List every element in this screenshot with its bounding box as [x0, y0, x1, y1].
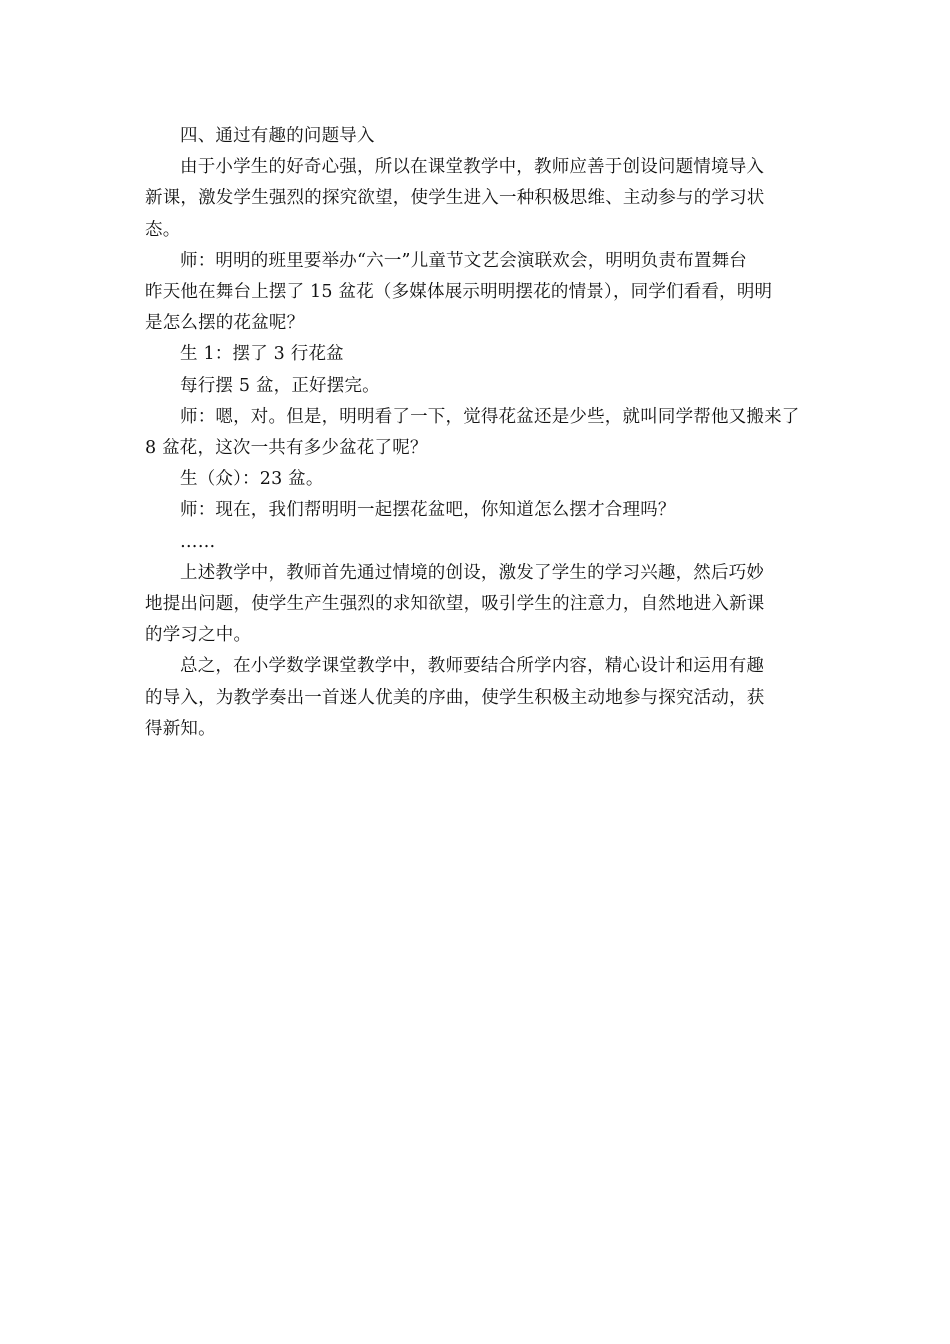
paragraph-list: [145, 152, 811, 745]
paragraph: [145, 246, 811, 340]
paragraph-line: 的导入，为教学奏出一首迷人优美的序曲，使学生积极主动地参与探究活动，获: [145, 687, 765, 708]
paragraph-line: 每行摆 5 盆，正好摆完。: [180, 375, 380, 396]
paragraph-line: 态。: [145, 219, 181, 240]
paragraph-line: 地提出问题，使学生产生强烈的求知欲望，吸引学生的注意力，自然地进入新课: [145, 594, 765, 615]
section-heading: 四、通过有趣的问题导入: [180, 126, 375, 146]
paragraph: [145, 495, 811, 526]
paragraph: [145, 464, 811, 495]
paragraph-line: 师：嗯，对。但是，明明看了一下，觉得花盆还是少些，就叫同学帮他又搬来了: [180, 406, 800, 427]
paragraph-line: 得新知。: [145, 718, 216, 739]
paragraph-line: 新课，激发学生强烈的探究欲望，使学生进入一种积极思维、主动参与的学习状: [145, 188, 765, 209]
paragraph: [145, 402, 811, 464]
paragraph: [145, 558, 811, 652]
paragraph-line: ……: [180, 531, 216, 552]
paragraph: [145, 152, 811, 246]
paragraph-line: 师：现在，我们帮明明一起摆花盆吧，你知道怎么摆才合理吗？: [180, 500, 676, 521]
paragraph: [145, 371, 811, 402]
paragraph-line: 生 1：摆了 3 行花盆: [180, 344, 344, 365]
paragraph: [145, 339, 811, 370]
paragraph-line: 生（众）：23 盆。: [180, 469, 324, 490]
paragraph-line: 由于小学生的好奇心强，所以在课堂教学中，教师应善于创设问题情境导入: [180, 157, 765, 178]
paragraph: [145, 527, 811, 558]
paragraph-line: 师：明明的班里要举办“六一”儿童节文艺会演联欢会，明明负责布置舞台: [180, 250, 747, 271]
paragraph-line: 是怎么摆的花盆呢？: [145, 313, 305, 334]
paragraph-line: 上述教学中，教师首先通过情境的创设，激发了学生的学习兴趣，然后巧妙: [180, 562, 765, 583]
paragraph-line: 总之，在小学数学课堂教学中，教师要结合所学内容，精心设计和运用有趣: [180, 656, 765, 677]
paragraph-line: 昨天他在舞台上摆了 15 盆花（多媒体展示明明摆花的情景），同学们看看，明明: [145, 282, 773, 303]
paragraph: [145, 651, 811, 745]
document-body: [145, 121, 811, 745]
paragraph-line: 8 盆花，这次一共有多少盆花了呢？: [145, 438, 428, 459]
paragraph-line: 的学习之中。: [145, 625, 252, 646]
